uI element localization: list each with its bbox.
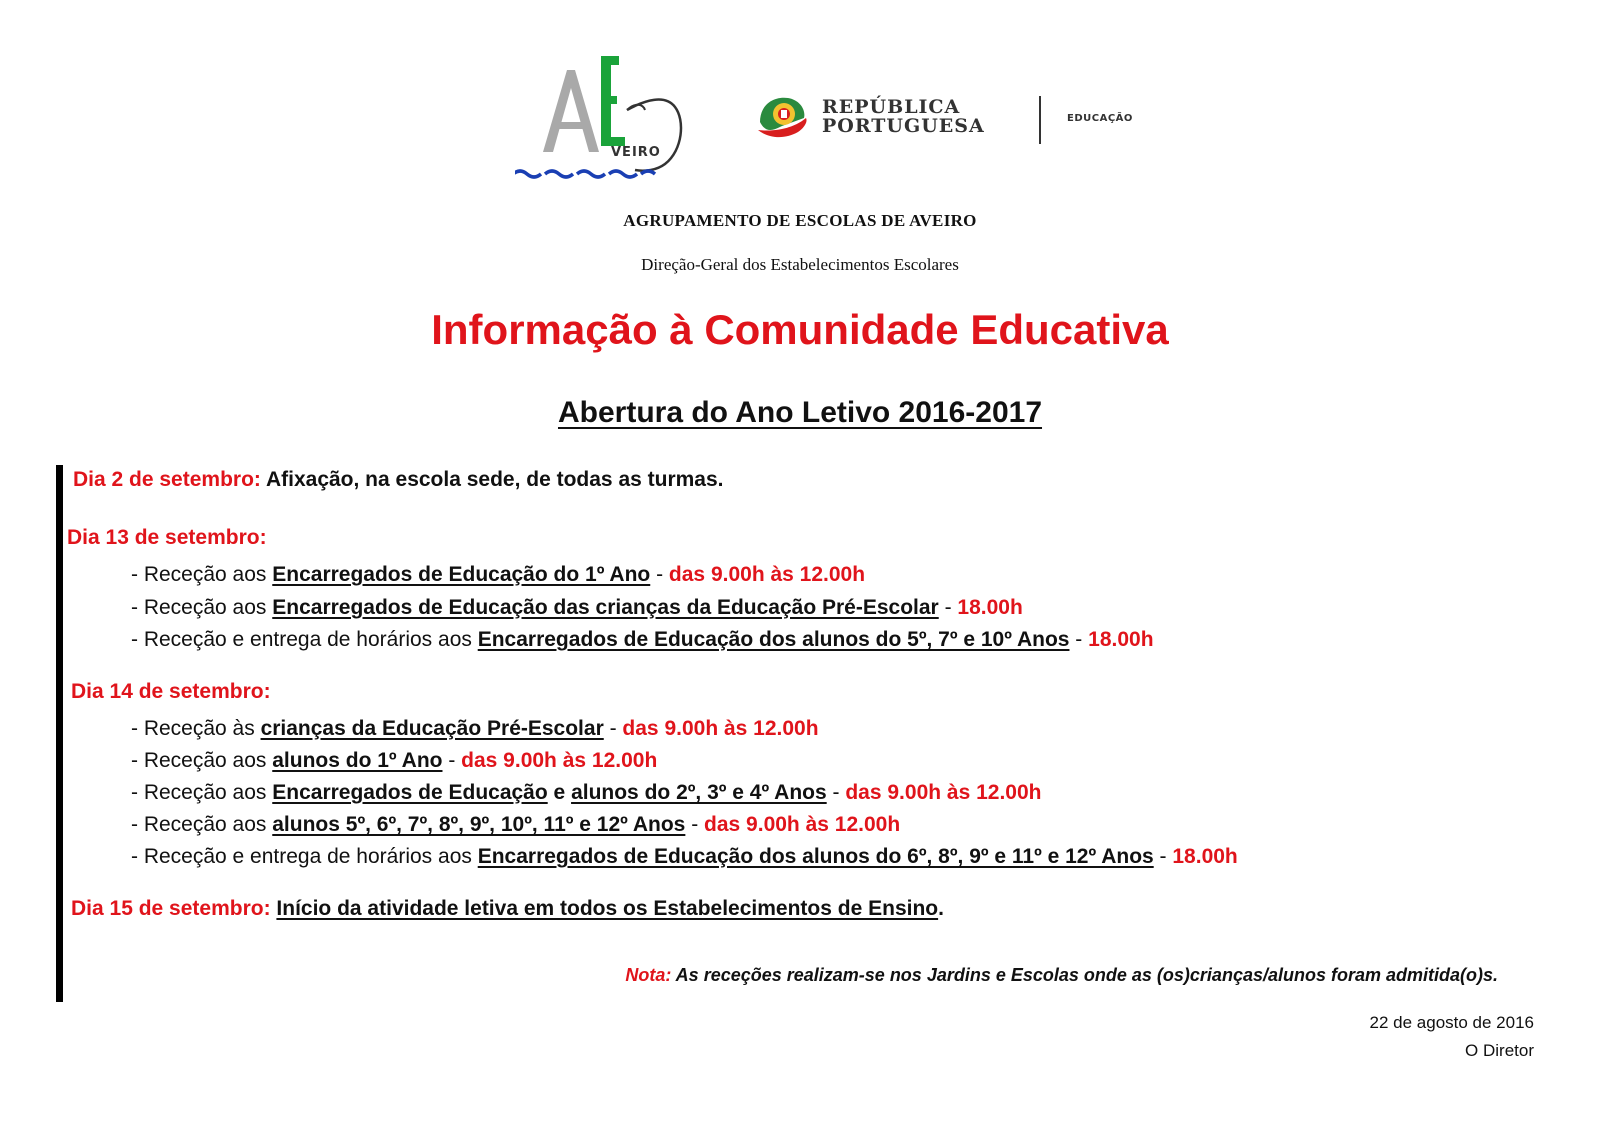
day13-heading: Dia 13 de setembro: [67,526,267,549]
ae-aveiro-logo [515,52,705,184]
logo-letter-a [543,70,599,152]
day14-item: - Receção aos alunos 5º, 6º, 7º, 8º, 9º, 10º, 11º e 12º Anos - das 9.00h às 12.00h [131,813,901,836]
signature-role: O Diretor [1465,1041,1534,1060]
logo-text-veiro: VEIRO [611,145,661,160]
left-accent-bar [56,465,63,1002]
page-subtitle: Abertura do Ano Letivo 2016-2017 [557,396,1043,429]
day15-line: Dia 15 de setembro: Início da atividade letiva em todos os Estabelecimentos de Ensino. [71,897,944,920]
day13-item: - Receção aos Encarregados de Educação do 1º Ano - das 9.00h às 12.00h [131,563,866,586]
republica-portuguesa-logo [754,92,1134,152]
educacao-label: EDUCAÇÃO [1067,113,1133,124]
day14-item: - Receção às crianças da Educação Pré-Escolar - das 9.00h às 12.00h [131,717,819,740]
republica-emblem-icon [754,92,810,144]
page-title: Informação à Comunidade Educativa [431,306,1169,353]
logo-divider [1039,96,1041,144]
note: Nota: As receções realizam-se nos Jardins e Escolas onde as (os)crianças/alunos foram admitida(o)s. [625,965,1498,985]
logo-swan-curve [627,100,681,171]
day2-line: Dia 2 de setembro: Afixação, na escola sede, de todas as turmas. [73,468,724,491]
organization-subtitle: Direção-Geral dos Estabelecimentos Escolares [641,255,959,274]
day13-item: - Receção aos Encarregados de Educação das crianças da Educação Pré-Escolar - 18.00h [131,596,1023,619]
day13-item: - Receção e entrega de horários aos Encarregados de Educação dos alunos do 5º, 7º e 10º Anos - 18.00h [131,628,1154,651]
republica-wordmark: REPÚBLICA PORTUGUESA [822,96,985,137]
organization-name: AGRUPAMENTO DE ESCOLAS DE AVEIRO [623,211,977,230]
signature-date: 22 de agosto de 2016 [1369,1013,1534,1032]
day14-item: - Receção e entrega de horários aos Encarregados de Educação dos alunos do 6º, 8º, 9º e 11º e 12º Anos - 18.00h [131,845,1238,868]
day14-item: - Receção aos alunos do 1º Ano - das 9.00h às 12.00h [131,749,658,772]
logo-waves [515,171,655,177]
day14-item: - Receção aos Encarregados de Educação e alunos do 2º, 3º e 4º Anos - das 9.00h às 12.00h [131,781,1042,804]
day14-heading: Dia 14 de setembro: [71,680,271,703]
